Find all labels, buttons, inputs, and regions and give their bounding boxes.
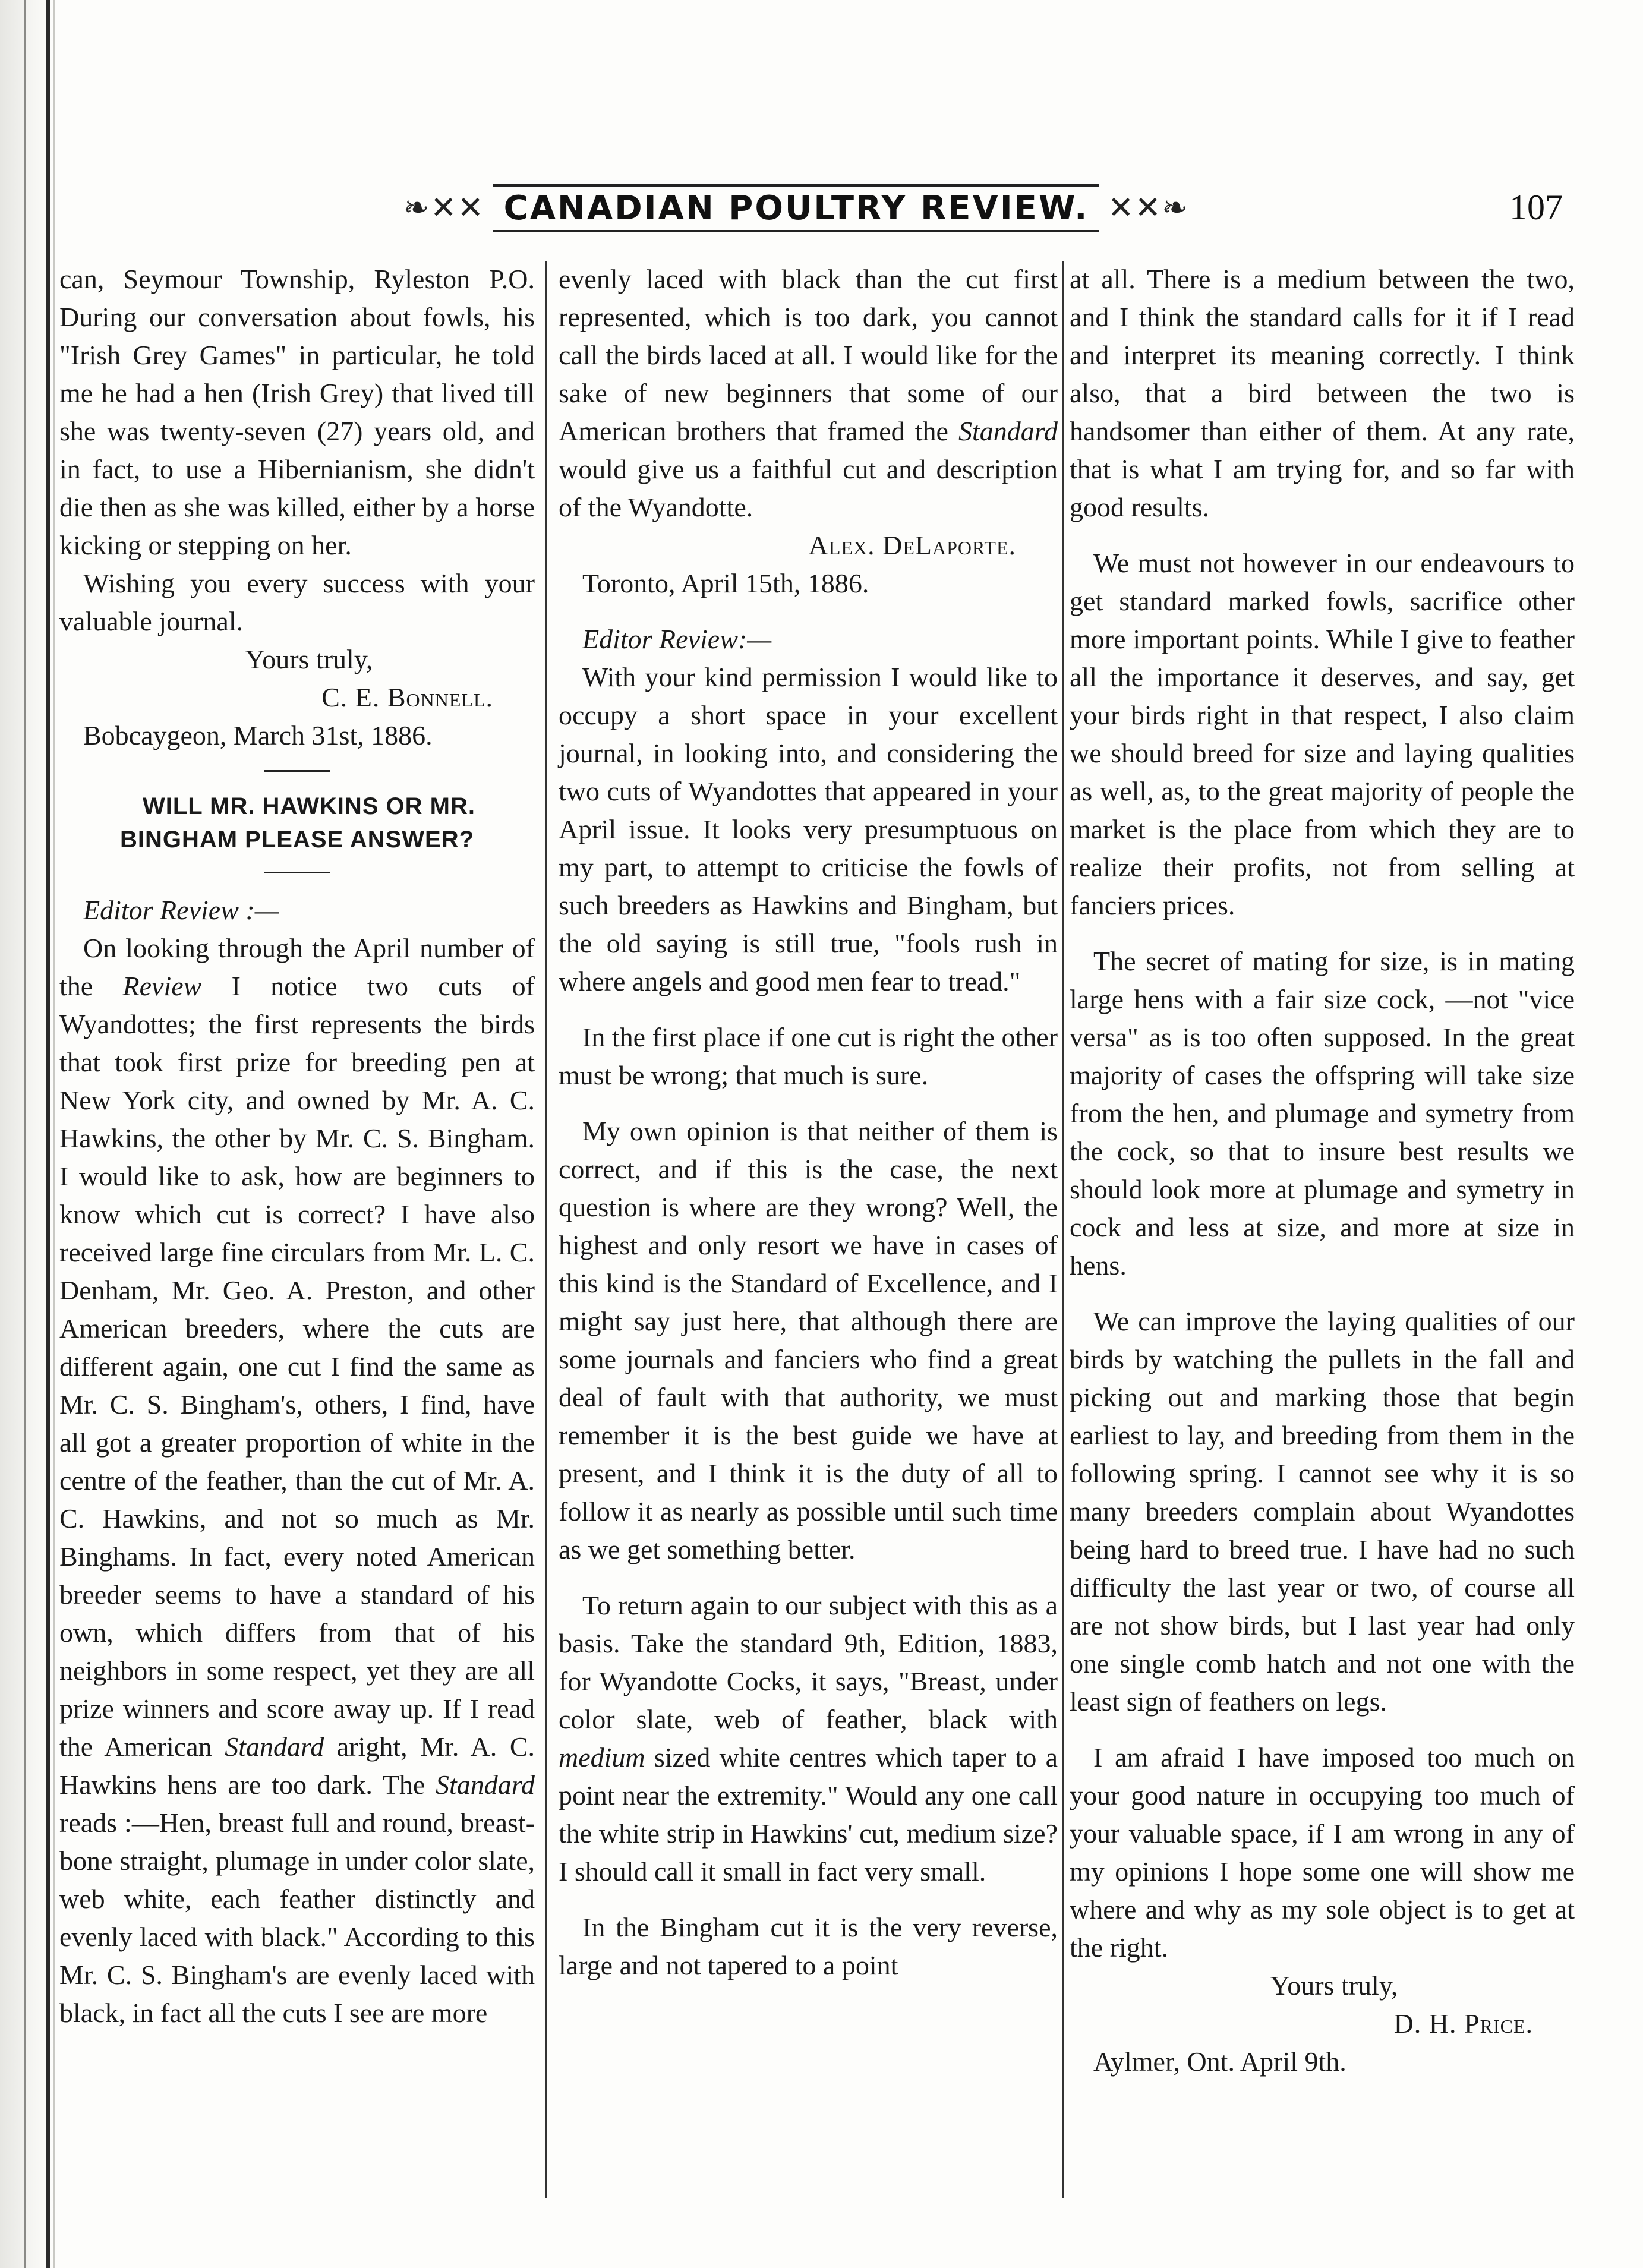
letter3-paragraph: In the Bingham cut it is the very reverse, large and not tapered to a point (559, 1912, 1058, 1980)
letter3-paragraph: I am afraid I have imposed too much on your good nature in occupying too much of your valuable space, if I am wrong in any of my opinions I hope some one will show me where and why as my sole object is to get at the right. (1070, 1742, 1575, 1963)
column-divider (1062, 261, 1064, 2198)
letter3-continuation: at all. There is a medium between the two, and I think the standard calls for it if I read and interpret its meaning correctly. I think also, that a bird between the two is handsomer than either of them. At any rate, that is what I am trying for, and so far with good results. (1070, 264, 1575, 522)
section-divider (264, 770, 330, 772)
letter1-signature: C. E. Bonnell. (321, 682, 493, 712)
masthead (403, 172, 1190, 244)
letter3-paragraph: The secret of mating for size, is in mating large hens with a fair size cock, —not "vice versa" as is too often supposed. In the great majority of cases the offspring will take size from the hen, and plumage and symetry from the cock, so that to insure best results we should look more at plumage and symetry in cock and less at size, and more at size in hens. (1070, 946, 1575, 1280)
binding-edge-line (24, 0, 26, 2268)
letter1-closing: Yours truly, (245, 644, 373, 674)
column-1 (59, 260, 535, 2032)
page-number: 107 (1509, 188, 1563, 227)
column-2 (559, 260, 1058, 1985)
masthead-title: CANADIAN POULTRY REVIEW. (493, 184, 1100, 232)
letter2-dateline: Toronto, April 15th, 1886. (582, 568, 869, 598)
column-3 (1070, 260, 1575, 2081)
letter2-continuation: evenly laced with black than the cut first represented, which is too dark, you cannot call the birds laced at all. I would like for the sake of new beginners that some of our American brothers that framed the Standard would give us a faithful cut and description of the Wyandotte. (559, 264, 1058, 522)
letter1-wish: Wishing you every success with your valuable journal. (59, 568, 535, 636)
column-divider (545, 261, 547, 2198)
letter2-paragraph: On looking through the April number of the Review I notice two cuts of Wyandottes; the first represents the birds that took first prize for breeding pen at New York city, and owned by Mr. A. C. Hawkins, the other by Mr. C. S. Bingham. I would like to ask, how are beginners to know which cut is correct? I have also received large fine circulars from Mr. L. C. Denham, Mr. Geo. A. Preston, and other American breeders, where the cuts are different again, one cut I find the same as Mr. C. S. Bingham's, others, I find, have all got a greater proportion of white in the centre of the feather, than the cut of Mr. A. C. Hawkins, and not so much as Mr. Binghams. In fact, every noted American breeder seems to have a standard of his own, which differs from that of his neighbors in some respect, yet they are all prize winners and score away up. If I read the American Standard aright, Mr. A. C. Hawkins hens are too dark. The Standard reads :—Hen, breast full and round, breast-bone straight, plumage in under color slate, web white, each feather distinctly and evenly laced with black." According to this Mr. C. S. Bingham's are evenly laced with black, in fact all the cuts I see are more (59, 933, 535, 2028)
letter3-paragraph: In the first place if one cut is right the other must be wrong; that much is sure. (559, 1022, 1058, 1090)
letter3-salutation: Editor Review:— (582, 624, 772, 654)
letter3-closing: Yours truly, (1270, 1970, 1398, 2001)
letter1-body: can, Seymour Township, Ryleston P.O. During our conversation about fowls, his "Irish Grey Games" in particular, he told me he had a hen (Irish Grey) that lived till she was twenty-seven (27) years old, and in fact, to use a Hibernianism, she didn't die then as she was killed, either by a horse kicking or stepping on her. (59, 264, 535, 560)
letter1-dateline: Bobcaygeon, March 31st, 1886. (83, 720, 433, 750)
letter3-paragraph: With your kind permission I would like to occupy a short space in your excellent journal, in looking into, and considering the two cuts of Wyandottes that appeared in your April issue. It looks very presumptuous on my part, to attempt to criticise the fowls of such breeders as Hawkins and Bingham, but the old saying is still true, "fools rush in where angels and good men fear to tread." (559, 662, 1058, 996)
binding-rule (46, 0, 50, 2268)
letter3-paragraph: To return again to our subject with this as a basis. Take the standard 9th, Edition, 1883, for Wyandotte Cocks, it says, "Breast, under color slate, web of feather, black with medium sized white centres which taper to a point near the extremity." Would any one call the white strip in Hawkins' cut, medium size? I should call it small in fact very small. (559, 1590, 1058, 1887)
masthead-left-ornament: ❧✕✕ (403, 190, 485, 226)
article-heading: WILL MR. HAWKINS OR MR. BINGHAM PLEASE ANSWER? (119, 793, 475, 853)
letter2-salutation: Editor Review :— (83, 895, 279, 925)
letter3-paragraph: My own opinion is that neither of them is correct, and if this is the case, the next question is where are they wrong? Well, the highest and only resort we have in cases of this kind is the Standard of Excellence, and I might say just here, that although there are some journals and fanciers who find a great deal of fault with that authority, we must remember it is the best guide we have at present, and I think it is the duty of all to follow it as nearly as possible until such time as we get something better. (559, 1116, 1058, 1564)
letter3-signature: D. H. Price. (1393, 2008, 1533, 2039)
letter3-paragraph: We must not however in our endeavours to get standard marked fowls, sacrifice other more important points. While I give to feather all the importance it deserves, and say, get your birds right in that respect, I also claim we should breed for size and laying qualities as well, as, to the great majority of people the market is the place from which they are to realize their profits, not from selling at fanciers prices. (1070, 548, 1575, 920)
letter2-signature: Alex. DeLaporte. (808, 530, 1016, 560)
masthead-right-ornament: ✕✕❧ (1108, 190, 1190, 226)
letter3-dateline: Aylmer, Ont. April 9th. (1093, 2046, 1346, 2077)
letter3-paragraph: We can improve the laying qualities of our birds by watching the pullets in the fall and picking out and marking those that begin earliest to lay, and breeding from them in the following spring. I cannot see why it is so many breeders complain about Wyandottes being hard to breed true. I have had no such difficulty the last year or two, of course all are not show birds, but I last year had only one single comb hatch and not one with the least sign of feathers on legs. (1070, 1306, 1575, 1717)
heading-divider (264, 872, 330, 873)
